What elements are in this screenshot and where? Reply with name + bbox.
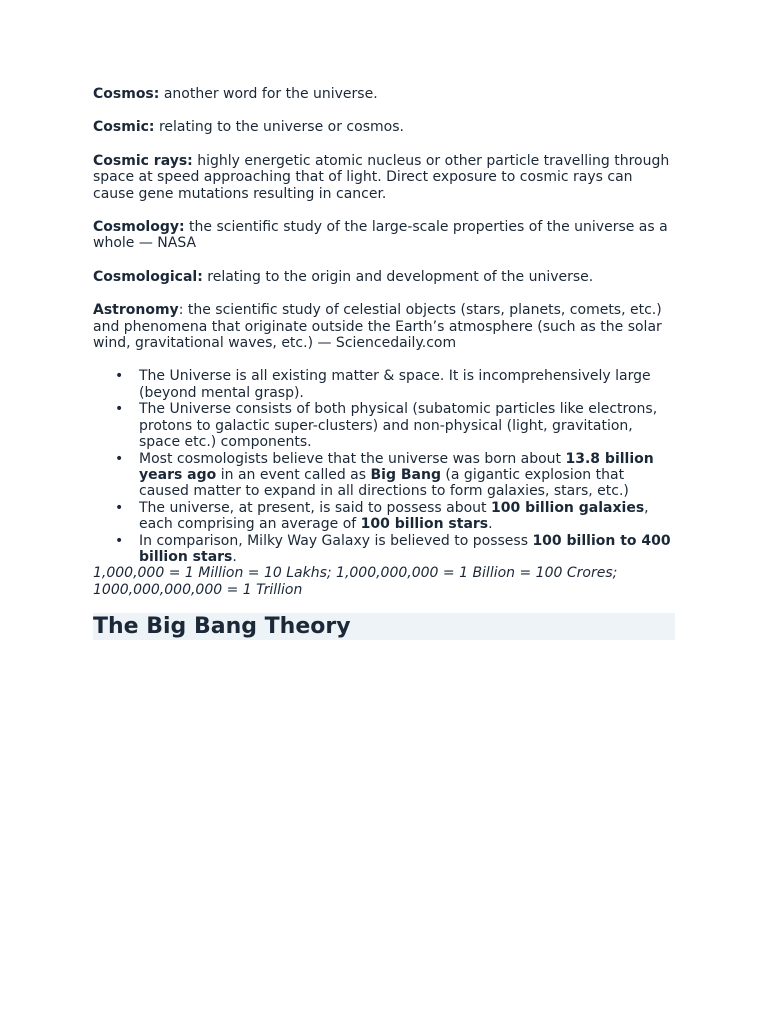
- bullet-bold-text: 100 billion galaxies: [491, 499, 645, 516]
- definition-text: another word for the universe.: [159, 86, 378, 102]
- bullet-item: [139, 533, 675, 566]
- bullet-item: [139, 401, 675, 450]
- bullet-text: The Universe consists of both physical (subatomic particles like electrons, protons to galactic super-clusters) and non-physical (light, gravitation, space etc.) components.: [139, 401, 658, 451]
- bullet-bold-text: 100 billion stars: [360, 516, 489, 533]
- definition-cosmic-rays: [93, 153, 675, 202]
- definition-astronomy: [93, 302, 675, 351]
- definition-text: relating to the universe or cosmos.: [154, 119, 404, 136]
- bullet-text: , each comprising an average of: [139, 499, 649, 533]
- bullet-text: The Universe is all existing matter & space. It is incomprehensively large (beyond mental grasp).: [139, 368, 651, 401]
- bullet-text: In comparison, Milky Way Galaxy is believed to possess: [139, 532, 533, 549]
- facts-bullet-list: [93, 368, 675, 565]
- bullet-item: [139, 368, 675, 401]
- document-page: [93, 86, 675, 640]
- definition-term: Cosmology:: [93, 219, 185, 236]
- bullet-bold-text: Big Bang: [370, 466, 441, 483]
- definition-text: : the scientific study of celestial objects (stars, planets, comets, etc.) and phenomena that originate outside the Earth’s atmosphere (such as the solar wind, gravitational waves, etc.) — Sciencedaily.com: [93, 302, 662, 352]
- bullet-text: .: [488, 516, 493, 533]
- bullet-text: (a gigantic explosion that caused matter to expand in all directions to form galaxies, stars, etc.): [139, 466, 629, 500]
- definition-cosmos: [93, 86, 675, 102]
- bullet-text: in an event called as: [216, 466, 371, 483]
- definition-cosmology: [93, 219, 675, 252]
- bullet-item: [139, 451, 675, 500]
- section-heading: The Big Bang Theory: [93, 613, 675, 640]
- definitions-list: [93, 86, 675, 351]
- definition-text: the scientific study of the large-scale properties of the universe as a whole — NASA: [93, 219, 668, 252]
- definition-term: Cosmic:: [93, 119, 155, 136]
- bullet-text: The universe, at present, is said to possess about: [139, 499, 491, 516]
- bullet-text: .: [232, 548, 237, 565]
- definition-text: relating to the origin and development of the universe.: [202, 268, 594, 285]
- definition-term: Cosmological:: [93, 268, 203, 285]
- definition-cosmological: [93, 269, 675, 285]
- definition-term: Cosmos:: [93, 86, 160, 102]
- definition-term: Cosmic rays:: [93, 152, 193, 169]
- bullet-bold-text: 13.8 billion years ago: [139, 450, 654, 483]
- definition-cosmic: [93, 119, 675, 135]
- number-conversion-note: 1,000,000 = 1 Million = 10 Lakhs; 1,000,000,000 = 1 Billion = 100 Crores; 1000,000,000,000 = 1 Trillion: [93, 565, 618, 598]
- definition-term: Astronomy: [93, 302, 179, 319]
- bullet-item: [139, 500, 675, 533]
- definition-text: highly energetic atomic nucleus or other particle travelling through space at speed approaching that of light. Direct exposure to cosmic rays can cause gene mutations resulting in cancer.: [93, 152, 670, 202]
- bullet-text: Most cosmologists believe that the universe was born about: [139, 450, 566, 467]
- bullet-bold-text: 100 billion to 400 billion stars: [139, 532, 671, 565]
